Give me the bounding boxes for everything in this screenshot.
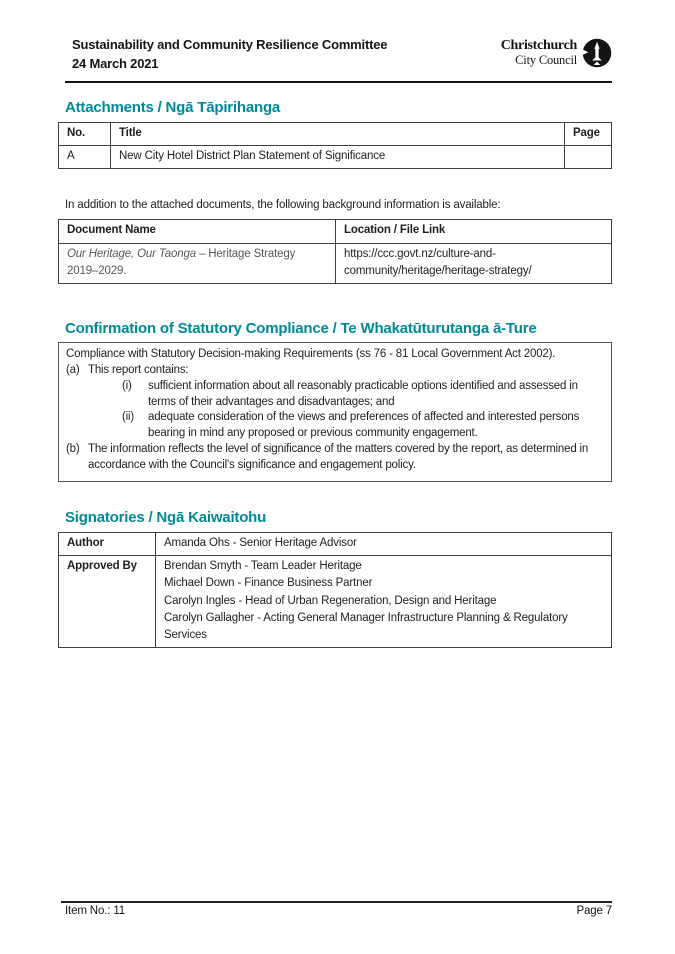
page-content	[58, 0, 612, 648]
attachment-title: New City Hotel District Plan Statement of Significance	[111, 145, 565, 168]
list-text: The information reflects the level of significance of the matters covered by the report, as determined in accordance with the Council's significance and engagement policy.	[88, 443, 589, 472]
approver: Carolyn Ingles - Head of Urban Regeneration, Design and Heritage	[164, 594, 497, 607]
list-marker: (i)	[122, 379, 132, 392]
footer-page-no: Page 7	[576, 905, 612, 917]
attachment-no: A	[59, 145, 111, 168]
list-marker: (ii)	[122, 411, 135, 424]
document-name-rest: – Heritage Strategy 2019–2029.	[67, 247, 296, 277]
approved-by-label: Approved By	[59, 556, 156, 648]
approved-by-values	[156, 556, 612, 648]
page-footer	[61, 901, 612, 917]
header-titles	[65, 36, 387, 74]
compliance-item-a	[66, 363, 603, 379]
document-link: https://ccc.govt.nz/culture-and-community/heritage/heritage-strategy/	[336, 243, 612, 284]
footer-item-no: Item No.: 11	[65, 905, 125, 917]
compliance-item-i	[66, 379, 603, 411]
author-value: Amanda Ohs - Senior Heritage Advisor	[156, 532, 612, 555]
col-header-title: Title	[111, 122, 565, 145]
compliance-item-b	[66, 442, 603, 474]
author-label: Author	[59, 532, 156, 555]
attachments-table	[58, 122, 612, 170]
attachment-row	[59, 145, 612, 168]
col-header-page: Page	[565, 122, 612, 145]
compliance-item-ii	[66, 410, 603, 442]
background-header-row	[59, 220, 612, 243]
approver: Brendan Smyth - Team Leader Heritage	[164, 560, 362, 573]
page-header	[65, 36, 612, 83]
signatories-heading: Signatories / Ngā Kaiwaitohu	[65, 508, 267, 526]
council-name-line1: Christchurch	[500, 38, 577, 54]
list-text: This report contains:	[88, 363, 189, 376]
list-marker: (a)	[66, 363, 80, 376]
document-name-italic: Our Heritage, Our Taonga	[67, 247, 196, 260]
approver: Carolyn Gallagher - Acting General Manager Infrastructure Planning & Regulatory Services	[164, 611, 568, 642]
background-row	[59, 243, 612, 284]
signatories-table	[58, 532, 612, 649]
attachments-heading: Attachments / Ngā Tāpirihanga	[65, 98, 281, 116]
list-text: adequate consideration of the views and preferences of affected and interested persons bearing in mind any proposed or previous community engagement.	[148, 411, 580, 440]
council-logo	[501, 38, 612, 68]
col-header-no: No.	[59, 122, 111, 145]
author-row	[59, 532, 612, 555]
approver: Michael Down - Finance Business Partner	[164, 577, 373, 590]
list-marker: (b)	[66, 443, 80, 456]
list-text: sufficient information about all reasonably practicable options identified and assessed in terms of their advantages and disadvantages; and	[148, 379, 578, 408]
committee-name: Sustainability and Community Resilience Committee	[72, 37, 388, 52]
background-intro: In addition to the attached documents, the following background information is available:	[65, 199, 501, 212]
meeting-date: 24 March 2021	[72, 55, 159, 71]
compliance-intro: Compliance with Statutory Decision-making Requirements (ss 76 - 81 Local Government Act 2002).	[66, 348, 556, 361]
compliance-heading: Confirmation of Statutory Compliance / Te Whakatūturutanga ā-Ture	[65, 320, 537, 338]
attachment-page	[565, 145, 612, 168]
approved-by-row	[59, 556, 612, 648]
attachments-header-row	[59, 122, 612, 145]
col-header-document-name: Document Name	[59, 220, 336, 243]
council-name-line2: City Council	[515, 52, 577, 67]
col-header-location: Location / File Link	[336, 220, 612, 243]
council-logo-text	[501, 39, 577, 67]
compliance-box	[58, 342, 612, 482]
council-emblem-icon	[582, 38, 612, 68]
document-name	[59, 243, 336, 284]
background-table	[58, 219, 612, 284]
